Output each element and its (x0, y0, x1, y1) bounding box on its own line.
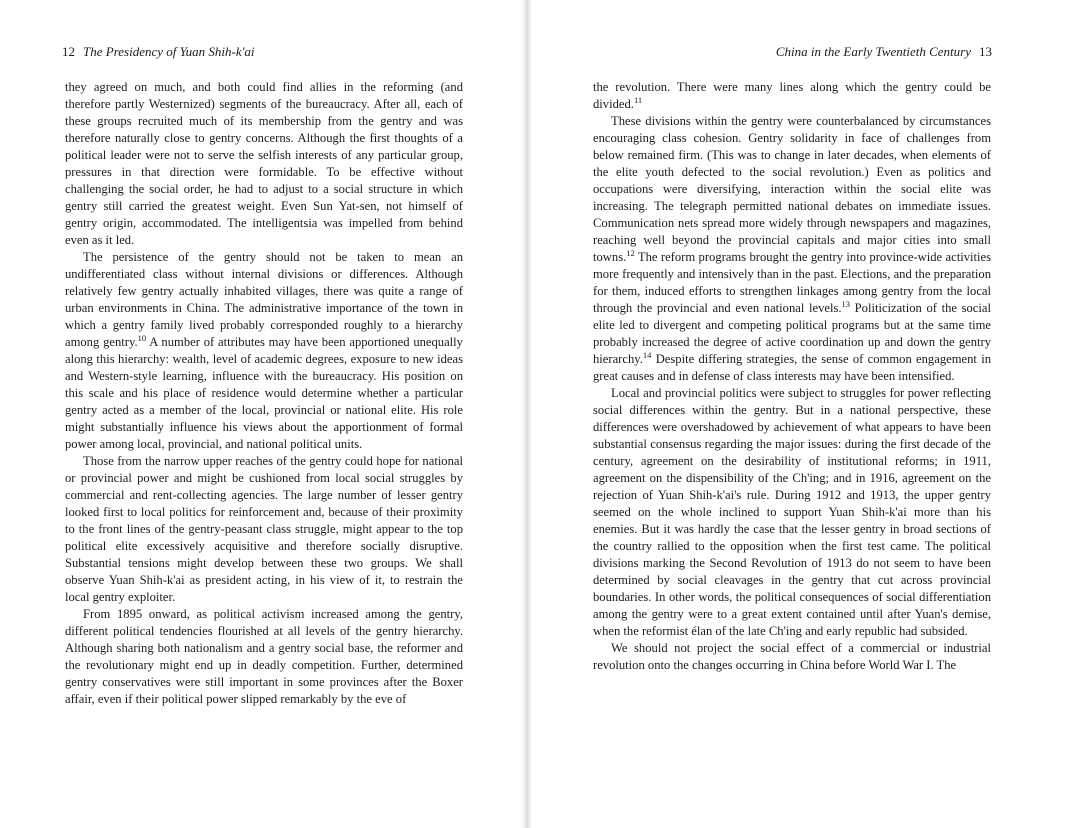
right-page-number: 13 (979, 44, 992, 59)
paragraph (65, 79, 463, 249)
left-running-title: The Presidency of Yuan Shih-k'ai (83, 44, 255, 59)
paragraph-text: Local and provincial politics were subject to struggles for power reflecting social differences within the gentry. But in a national perspective, these differences were overshadowed by achievement of what appears to have been substantial consensus regarding the major issues: during the first decade of the century, agreement on the desirability of institutional reforms; in 1911, agreement on the dispensibility of the Ch'ing; and in 1916, agreement on the rejection of Yuan Shih-k'ai's rule. During 1912 and 1913, the upper gentry seemed on the whole inclined to support Yuan Shih-k'ai more than his enemies. But it was hardly the case that the lesser gentry in broad sections of the country rallied to the opposition when the first test came. The political divisions marking the Second Revolution of 1913 do not seem to have been determined by social cleavages in the gentry that cut across provincial boundaries. In other words, the political consequences of social differentiation among the gentry were to a great extent contained until after Yuan's demise, when the reformist élan of the late Ch'ing and early republic had subsided. (593, 386, 991, 638)
paragraph (65, 453, 463, 606)
footnote-marker: 11 (633, 95, 643, 105)
paragraph-text: Despite differing strategies, the sense of common engagement in great causes and in defense of class interests may have been intensified. (593, 352, 991, 383)
right-page (530, 0, 1080, 828)
paragraph-text: they agreed on much, and both could find allies in the reforming (and therefore partly Westernized) segments of the bureaucracy. After all, each of these groups recruited much of its membership from the gentry and was therefore naturally close to gentry concerns. Although the first thoughts of a political leader were not to serve the selfish interests of any particular group, pressures in that direction were formidable. To be effective without challenging the social order, he had to adjust to a social structure in which gentry still carried the greatest weight. Even Sun Yat-sen, not himself of gentry origin, accommodated. The intelligentsia was impelled from behind even as it led. (65, 80, 463, 247)
left-page-number: 12 (62, 44, 75, 59)
paragraph-text: the revolution. There were many lines along which the gentry could be divided. (593, 80, 991, 111)
left-running-head (62, 44, 255, 60)
paragraph-text: The reform programs brought the gentry into province-wide activities more frequently and intensively than in the past. Elections, and the preparation for them, induced efforts to strengthen linkages among gentry from the local through the provincial and even national levels. (593, 250, 991, 315)
paragraph (593, 640, 991, 674)
right-page-body (593, 79, 991, 674)
paragraph (593, 113, 991, 385)
footnote-marker: 10 (137, 333, 147, 343)
paragraph-text: We should not project the social effect of a commercial or industrial revolution onto the changes occurring in China before World War I. The (593, 641, 991, 672)
footnote-marker: 14 (642, 350, 652, 360)
footnote-marker: 13 (841, 299, 851, 309)
paragraph-text: Those from the narrow upper reaches of the gentry could hope for national or provincial power and might be cushioned from local social struggles by commercial and rent-collecting agencies. The large number of lesser gentry looked first to local politics for reinforcement and, because of their proximity to the front lines of the gentry-peasant class struggle, might appear to the top political elite excessively acquisitive and therefore socially disruptive. Substantial tensions might develop between these two groups. We shall observe Yuan Shih-k'ai as president acting, in his view of it, to restrain the local gentry exploiter. (65, 454, 463, 604)
left-page-body (65, 79, 463, 708)
paragraph (65, 606, 463, 708)
paragraph-text: These divisions within the gentry were counterbalanced by circumstances encouraging class cohesion. Gentry solidarity in face of challenges from below remained firm. (This was to change in later decades, when elements of the elite youth defected to the social revolution.) Even as politics and occupations were diversifying, interaction within the social elite was increasing. The telegraph permitted national debates on immediate issues. Communication nets spread more widely through newspapers and magazines, reaching well beyond the provincial capitals and major cities into small towns. (593, 114, 991, 264)
paragraph (593, 79, 991, 113)
paragraph-text: From 1895 onward, as political activism increased among the gentry, different political tendencies flourished at all levels of the gentry hierarchy. Although sharing both nationalism and a gentry social base, the reformer and the revolutionary might end up in deadly competition. Further, determined gentry conservatives were still important in some provinces after the Boxer affair, even if their political power slipped remarkably by the eve of (65, 607, 463, 706)
paragraph (593, 385, 991, 640)
paragraph (65, 249, 463, 453)
footnote-marker: 12 (626, 248, 635, 258)
paragraph-text: A number of attributes may have been apportioned unequally along this hierarchy: wealth, level of academic degrees, exposure to new ideas and Western-style learning, influence with the bureaucracy. His position on this scale and his place of residence would determine whether a particular gentry acted as a member of the local, provincial or national elite. His role might substantially influence his views about the apportionment of formal power among local, provincial, and national political units. (65, 335, 463, 451)
right-running-title: China in the Early Twentieth Century (775, 44, 971, 59)
left-page (0, 0, 530, 828)
paragraph-text: Politicization of the social elite led to divergent and competing political programs but at the same time probably increased the degree of active coordination up and down the gentry hierarchy. (593, 301, 991, 366)
right-running-head (776, 44, 992, 60)
paragraph-text: The persistence of the gentry should not be taken to mean an undifferentiated class without internal divisions or differences. Although relatively few gentry actually inhabited villages, there was quite a range of urban environments in China. The administrative importance of the town in which a gentry family lived probably corresponded roughly to a hierarchy among gentry. (65, 250, 463, 349)
